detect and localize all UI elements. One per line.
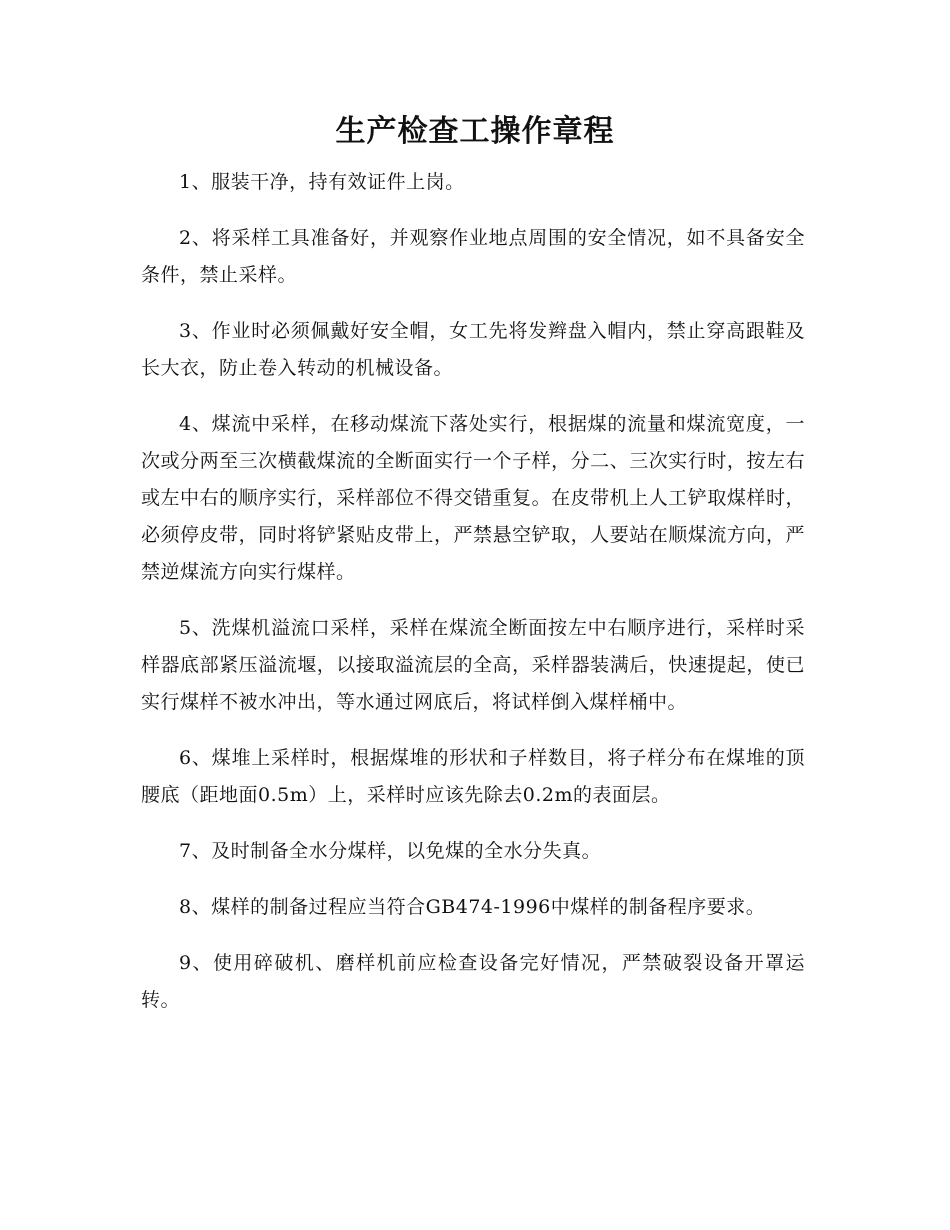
paragraph-2: 2、将采样工具准备好，并观察作业地点周围的安全情况，如不具备安全条件，禁止采样。 [141, 227, 805, 286]
document-title: 生产检查工操作章程 [335, 114, 615, 149]
paragraph-5: 5、洗煤机溢流口采样，采样在煤流全断面按左中右顺序进行，采样时采样器底部紧压溢流堰，以接取溢流层的全高，采样器装满后，快速提起，使已实行煤样不被水冲出，等水通过网底后，将试样倒入煤样桶中。 [141, 617, 805, 713]
document-body [141, 164, 805, 1038]
paragraph-1: 1、服装干净，持有效证件上岗。 [179, 171, 465, 193]
paragraph-9: 9、使用碎破机、磨样机前应检查设备完好情况，严禁破裂设备开罩运转。 [141, 952, 805, 1011]
paragraph-7: 7、及时制备全水分煤样，以免煤的全水分失真。 [179, 840, 602, 862]
paragraph-3: 3、作业时必须佩戴好安全帽，女工先将发辫盘入帽内，禁止穿高跟鞋及长大衣，防止卷入转动的机械设备。 [141, 320, 805, 379]
paragraph-4: 4、煤流中采样，在移动煤流下落处实行，根据煤的流量和煤流宽度，一次或分两至三次横截煤流的全断面实行一个子样，分二、三次实行时，按左右或左中右的顺序实行，采样部位不得交错重复。在皮带机上人工铲取煤样时，必须停皮带，同时将铲紧贴皮带上，严禁悬空铲取，人要站在顺煤流方向，严禁逆煤流方向实行煤样。 [141, 413, 805, 583]
paragraph-6: 6、煤堆上采样时，根据煤堆的形状和子样数目，将子样分布在煤堆的顶腰底（距地面0.5m）上，采样时应该先除去0.2m的表面层。 [141, 747, 805, 806]
paragraph-8: 8、煤样的制备过程应当符合GB474-1996中煤样的制备程序要求。 [179, 896, 766, 918]
